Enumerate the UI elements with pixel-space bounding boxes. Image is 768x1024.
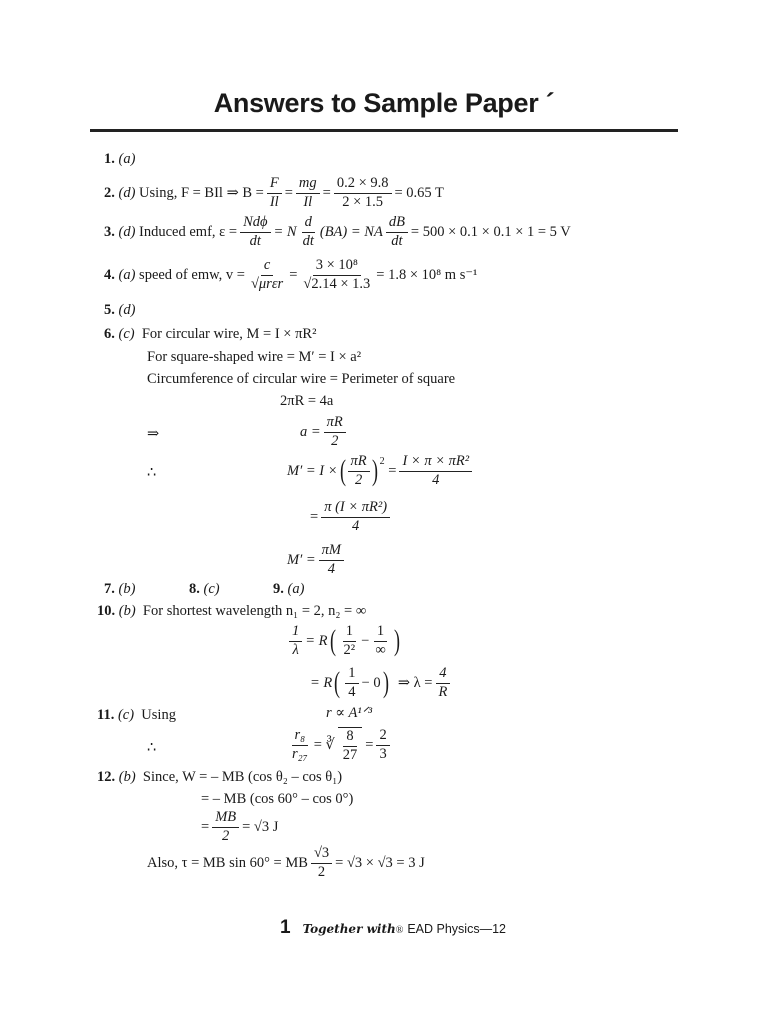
- parenthesis: ): [393, 624, 400, 658]
- numerator: √3: [311, 846, 332, 864]
- answer-10-l1: [286, 624, 402, 659]
- denominator: dt: [249, 232, 261, 249]
- denominator: 2: [222, 827, 230, 844]
- parenthesis: (: [329, 624, 336, 658]
- fraction: [289, 728, 311, 763]
- math-text: For circular wire, M = I × πR²: [141, 326, 317, 342]
- math-text: 2.: [104, 185, 115, 202]
- numerator: πR: [324, 415, 346, 433]
- math-text: Using: [141, 707, 176, 723]
- denominator: Il: [269, 193, 279, 210]
- math-text: For shortest wavelength n₁ = 2, n₂ = ∞: [142, 603, 367, 619]
- numerator: mg: [296, 176, 320, 194]
- therefore-symbol: ∴: [147, 465, 157, 481]
- denominator: 27: [342, 746, 358, 763]
- numerator: r₈: [292, 728, 309, 746]
- answer-11-ratio: [286, 727, 393, 764]
- numerator: 1: [345, 666, 358, 684]
- math-text: Induced emf, ε =: [139, 224, 238, 241]
- answer-10: [97, 604, 366, 619]
- denominator: ∞: [375, 641, 386, 658]
- numerator: πR: [348, 454, 370, 472]
- fraction: [319, 543, 344, 578]
- math-text: 1.: [104, 151, 115, 167]
- math-text: 4.: [104, 267, 115, 284]
- answer-2: 2. (d) Using, F = BIl ⇒ B = $\frac{F}{Il}$ = $\frac{mg}{Il}$ = $\frac{0.2 \times 9.8}{2 \times 1.5}$ = 0.65 T: [104, 175, 444, 210]
- fraction: [372, 624, 388, 659]
- math-text: = N: [273, 224, 297, 241]
- math-text: (c): [118, 326, 135, 342]
- parenthesis: ): [382, 666, 389, 700]
- answer-9: [273, 582, 304, 597]
- numerator: π (I × πR²): [321, 500, 390, 518]
- fraction: [300, 258, 373, 293]
- answer-6-line-4: 2πR = 4a: [280, 393, 334, 409]
- page-number: 1: [280, 917, 291, 938]
- fraction: [311, 846, 332, 881]
- math-text: (BA) = NA: [319, 224, 383, 241]
- numerator: 8: [343, 729, 356, 747]
- math-text: 11.: [97, 707, 115, 723]
- math-text: − 0: [361, 675, 381, 692]
- denominator: 4: [432, 471, 440, 488]
- fraction: [296, 176, 320, 211]
- answer-11-relation: r ∝ A¹ᐟ³: [326, 705, 373, 721]
- fraction: [321, 500, 390, 535]
- denominator: dt: [302, 232, 314, 249]
- fraction: [289, 624, 302, 659]
- fraction: [435, 666, 450, 701]
- math-text: 10.: [97, 603, 116, 619]
- math-text: Since, W = – MB (cos θ₂ – cos θ₁): [142, 769, 343, 785]
- math-text: = 0.65 T: [394, 185, 444, 202]
- math-text: (d): [118, 302, 136, 318]
- page-footer: 1 Together with ® EAD Physics—12: [280, 917, 506, 938]
- numerator: 2: [376, 728, 389, 746]
- fraction: [338, 727, 363, 764]
- answer-12-l2: = – MB (cos 60° – cos 0°): [201, 791, 354, 807]
- answer-12-l3: [201, 810, 278, 845]
- denominator: dt: [391, 232, 403, 249]
- denominator: 2 × 1.5: [342, 193, 384, 210]
- answer-3: [104, 215, 571, 250]
- math-text: (c): [117, 707, 135, 723]
- math-text: 12.: [97, 769, 116, 785]
- numerator: 0.2 × 9.8: [334, 176, 392, 194]
- answer-7: [104, 582, 135, 597]
- fraction: [348, 454, 370, 489]
- math-text: (b): [118, 603, 136, 619]
- numerator: d: [302, 215, 315, 233]
- fraction: [334, 176, 392, 211]
- numerator: πM: [319, 543, 344, 561]
- fraction: [248, 258, 286, 293]
- math-text: 6.: [104, 326, 115, 342]
- math-text: Also, τ = MB sin 60° = MB: [147, 855, 308, 872]
- implies-symbol: ⇒: [147, 426, 160, 442]
- math-text: = 500 × 0.1 × 0.1 × 1 = 5 V: [410, 224, 571, 241]
- answer-11: [97, 708, 176, 723]
- answer-1: [104, 152, 135, 167]
- math-text: = √3 J: [242, 819, 279, 836]
- denominator: R: [438, 683, 448, 700]
- numerator: 1: [343, 624, 356, 642]
- math-text: = ∛: [313, 737, 335, 754]
- math-text: 8.: [189, 581, 200, 597]
- parenthesis: (: [334, 666, 341, 700]
- numerator: dB: [386, 215, 408, 233]
- answer-12: [97, 770, 342, 785]
- answer-5: [104, 303, 135, 318]
- math-text: Using, F = BIl ⇒ B =: [139, 185, 264, 202]
- fraction: [386, 215, 408, 250]
- math-text: ⇒ λ =: [397, 675, 433, 692]
- math-text: 3.: [104, 224, 115, 241]
- denominator: 3: [379, 745, 387, 762]
- math-text: (a): [118, 267, 136, 284]
- math-text: (b): [118, 581, 136, 597]
- math-text: =: [310, 509, 319, 526]
- therefore-symbol-11: ∴: [147, 740, 157, 756]
- answer-6-m2: [310, 500, 393, 535]
- math-text: M′ =: [287, 552, 316, 569]
- fraction: [300, 215, 317, 250]
- answer-6-line-2: For square-shaped wire = M′ = I × a²: [147, 349, 362, 365]
- together-with-logo: Together with: [302, 922, 396, 936]
- numerator: Ndϕ: [240, 215, 270, 233]
- math-text: speed of emw, v =: [139, 267, 245, 284]
- denominator: r₂₇: [292, 745, 308, 762]
- parenthesis: ): [371, 454, 378, 488]
- fraction: [324, 415, 346, 450]
- math-text: (c): [203, 581, 220, 597]
- answer-10-l2: [310, 666, 453, 701]
- math-text: = R: [305, 633, 328, 650]
- denominator: √μrεr: [250, 275, 284, 292]
- answer-12-l4: [147, 846, 425, 881]
- answer-8: [189, 582, 220, 597]
- math-text: =: [365, 737, 374, 754]
- answer-6-m3: [287, 543, 347, 578]
- numerator: F: [267, 176, 282, 194]
- fraction: [345, 666, 358, 701]
- answer-6: [104, 327, 316, 342]
- page-title: Answers to Sample Paper ´: [213, 88, 555, 118]
- math-text: −: [361, 633, 370, 650]
- title-rule: [90, 129, 678, 132]
- math-text: = R: [310, 675, 333, 692]
- numerator: 1: [289, 624, 302, 642]
- parenthesis: (: [339, 454, 346, 488]
- denominator: 2: [354, 471, 363, 488]
- numerator: 3 × 10⁸: [313, 258, 361, 276]
- numerator: 4: [436, 666, 449, 684]
- fraction: [376, 728, 389, 763]
- denominator: √2.14 × 1.3: [303, 275, 371, 292]
- math-text: (d): [118, 185, 136, 202]
- numerator: 1: [374, 624, 387, 642]
- denominator: λ: [292, 641, 299, 658]
- math-text: a =: [300, 424, 321, 441]
- fraction: [341, 624, 359, 659]
- fraction: [212, 810, 239, 845]
- math-text: 9.: [273, 581, 284, 597]
- math-text: (a): [287, 581, 305, 597]
- book-title: EAD Physics—12: [407, 922, 506, 936]
- denominator: 2: [331, 432, 339, 449]
- fraction: [267, 176, 282, 211]
- denominator: 2²: [343, 641, 356, 658]
- answer-6-m1: M′ = I × ( $\frac{\pi R}{2}$ ) 2 = $\frac{\text{I × π × πR²}}{4}$: [287, 454, 475, 489]
- numerator: MB: [212, 810, 239, 828]
- math-text: (d): [118, 224, 136, 241]
- denominator: 4: [348, 683, 356, 700]
- answer-6-line-3: Circumference of circular wire = Perimeter of square: [147, 371, 456, 387]
- math-text: (b): [118, 769, 136, 785]
- math-text: 7.: [104, 581, 115, 597]
- denominator: 4: [327, 560, 335, 577]
- answer-4: 4. (a) speed of emw, v = $\frac{c}{\text{√μrεr}}$ = $\frac{\text{3 × 10⁸}}{√2.14 \times 1.3}$ = 1.8 × 10⁸ m s⁻¹: [104, 257, 478, 292]
- math-text: 5.: [104, 302, 115, 318]
- answer-6-a-eq: [300, 415, 349, 450]
- numerator: I × π × πR²: [399, 454, 472, 472]
- math-text: M′ = I ×: [287, 463, 338, 480]
- denominator: Il: [303, 193, 313, 210]
- math-text: = √3 × √3 = 3 J: [335, 855, 425, 872]
- numerator: c: [261, 258, 273, 276]
- math-text: (a): [118, 151, 136, 167]
- math-text: = 1.8 × 10⁸ m s⁻¹: [376, 267, 478, 284]
- denominator: 2: [317, 863, 326, 880]
- fraction: [240, 215, 270, 250]
- math-text: =: [201, 819, 210, 836]
- math-text: =: [388, 463, 397, 480]
- fraction: [399, 454, 472, 489]
- denominator: 4: [352, 517, 360, 534]
